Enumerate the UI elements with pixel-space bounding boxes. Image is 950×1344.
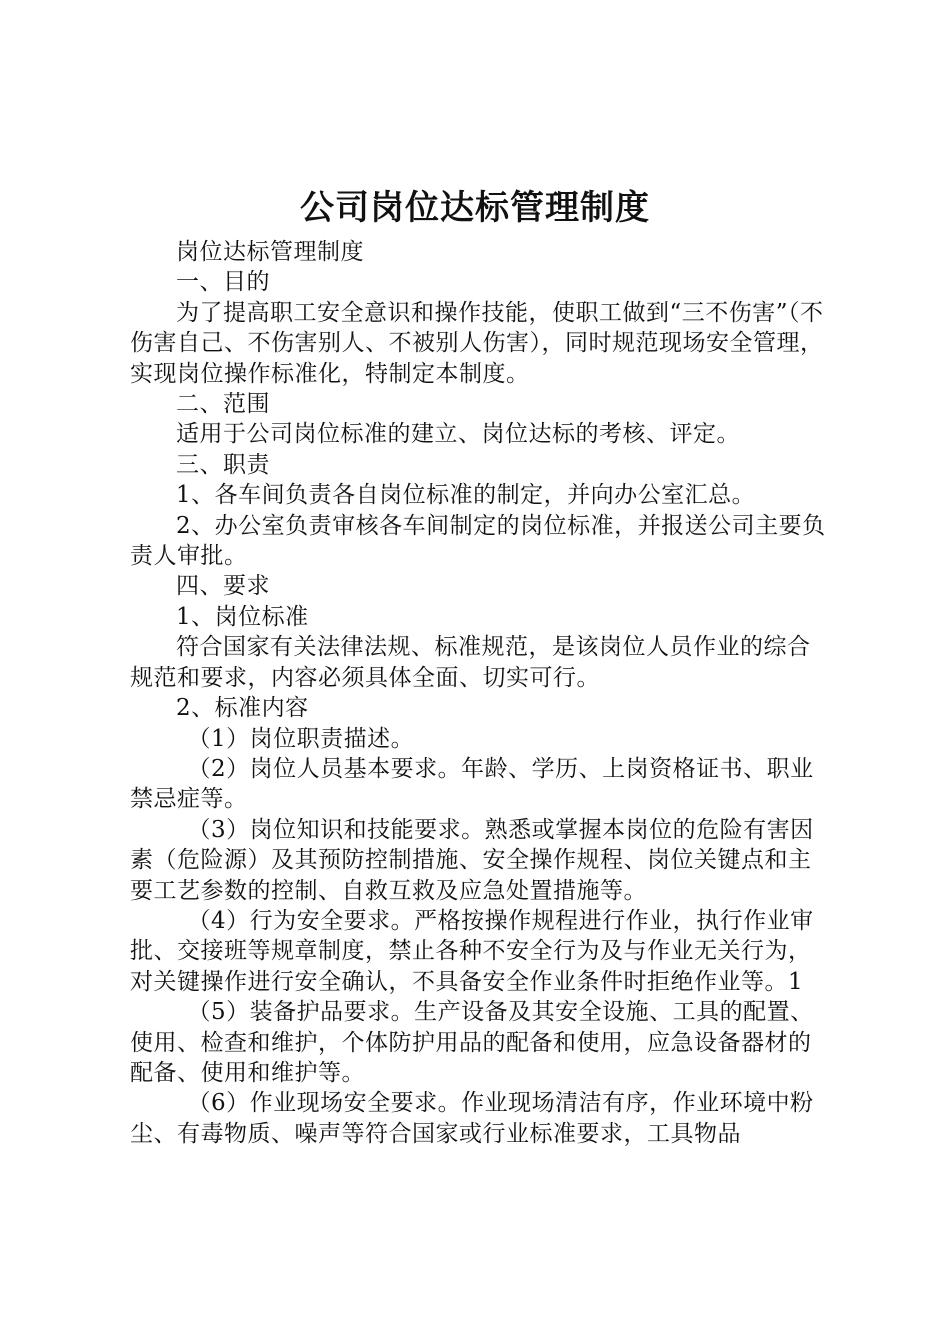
section-duties-heading: 三、职责 <box>176 451 270 478</box>
list-item-6: （6）作业现场安全要求。作业现场清洁有序，作业环境中粉尘、有毒物质、噪声等符合国家或行业标准要求，工具物品 <box>130 1090 814 1147</box>
paragraph-standard: 符合国家有关法律法规、标准规范，是该岗位人员作业的综合规范和要求，内容必须具体全面、切实可行。 <box>130 634 811 691</box>
section-purpose-heading: 一、目的 <box>176 269 270 296</box>
paragraph-purpose: 为了提高职工安全意识和操作技能，使职工做到“三不伤害”（不伤害自己、不伤害别人、不被别人伤害），同时规范现场安全管理，实现岗位操作标准化，特制定本制度。 <box>130 299 824 387</box>
section-requirements-heading: 四、要求 <box>176 573 270 600</box>
subsection-content-heading: 2、标准内容 <box>176 695 309 722</box>
paragraph-duty-1: 1、各车间负责各自岗位标准的制定，并向办公室汇总。 <box>176 482 756 509</box>
paragraph-duty-2: 2、办公室负责审核各车间制定的岗位标准，并报送公司主要负责人审批。 <box>130 512 826 570</box>
list-item-1: （1）岗位职责描述。 <box>187 725 415 752</box>
list-item-4: （4）行为安全要求。严格按操作规程进行作业，执行作业审批、交接班等规章制度，禁止各种不安全行为及与作业无关行为，对关键操作进行安全确认，不具备安全作业条件时拒绝作业等。1 <box>130 907 814 995</box>
list-item-2: （2）岗位人员基本要求。年龄、学历、上岗资格证书、职业禁忌症等。 <box>130 755 814 813</box>
list-item-3: （3）岗位知识和技能要求。熟悉或掌握本岗位的危险有害因素（危险源）及其预防控制措施、安全操作规程、岗位关键点和主要工艺参数的控制、自救互救及应急处置措施等。 <box>130 816 814 904</box>
document-title: 公司岗位达标管理制度 <box>300 188 650 228</box>
subsection-standard-heading: 1、岗位标准 <box>176 603 309 630</box>
paragraph-heading: 岗位达标管理制度 <box>176 239 364 265</box>
document-body <box>130 237 832 1149</box>
section-scope-heading: 二、范围 <box>176 391 270 418</box>
paragraph-scope: 适用于公司岗位标准的建立、岗位达标的考核、评定。 <box>176 421 740 448</box>
list-item-5: （5）装备护品要求。生产设备及其安全设施、工具的配置、使用、检查和维护，个体防护用品的配备和使用，应急设备器材的配备、使用和维护等。 <box>130 999 814 1086</box>
